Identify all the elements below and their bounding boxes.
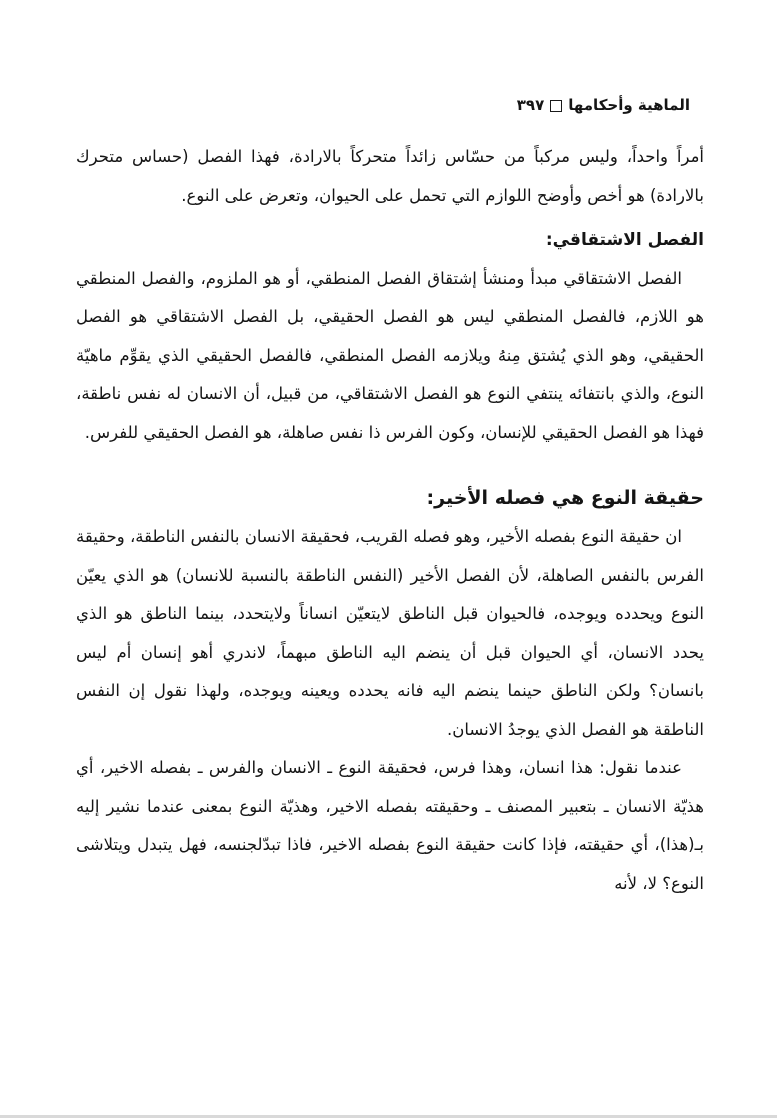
reality-of-species-paragraph: ان حقيقة النوع بفصله الأخير، وهو فصله القريب، فحقيقة الانسان بالنفس الناطقة، وحقيقة الفرس بالنفس الصاهلة، لأن الفصل الأخير (النفس الناطقة بالنسبة للانسان) هو الذي يعيّن النوع ويحدده ويوجده، فالحيوان قبل الناطق لايتعيّن انساناً ولايتحدد، بينما الناطق هو الذي يحدد الانسان، أي الحيوان قبل أن ينضم اليه الناطق مبهماً، لاندري أهو إنسان أم ليس بانسان؟ ولكن الناطق حينما ينضم اليه فانه يحدده ويعينه ويوجده، ولهذا نقول إن النفس الناطقة هو الفصل الذي يوجدُ الانسان. bbox=[76, 527, 704, 739]
running-header bbox=[470, 92, 690, 118]
opening-paragraph: أمراً واحداً، وليس مركباً من حسّاس زائداً متحركاً بالارادة، فهذا الفصل (حساس متحرك بالارادة) هو أخص وأوضح اللوازم التي تحمل على الحيوان، وتعرض على النوع. bbox=[76, 147, 704, 205]
page-number: ٣٩٧ bbox=[516, 96, 545, 114]
square-separator-icon bbox=[550, 100, 562, 112]
section-heading-derivative-differentia: الفصل الاشتقاقي: bbox=[545, 230, 704, 250]
section-heading-reality-of-species: حقيقة النوع هي فصله الأخير: bbox=[426, 487, 704, 509]
body-text bbox=[76, 138, 704, 903]
header-title: الماهية وأحكامها bbox=[568, 96, 690, 114]
derivative-differentia-paragraph: الفصل الاشتقاقي مبدأ ومنشأ إشتقاق الفصل المنطقي، أو هو الملزوم، والفصل المنطقي هو اللازم، فالفصل المنطقي ليس هو الفصل الحقيقي، بل الفصل الاشتقاقي هو الفصل الحقيقي، وهو الذي يُشتق مِنهُ ويلازمه الفصل المنطقي، فالفصل الحقيقي الذي يقوِّم ماهيّة النوع، والذي بانتفائه ينتفي النوع هو الفصل الاشتقاقي، من قبيل، أن الانسان له نفس ناطقة، فهذا هو الفصل الحقيقي للإنسان، وكون الفرس ذا نفس صاهلة، هو الفصل الحقيقي للفرس. bbox=[76, 268, 704, 442]
continuation-paragraph: عندما نقول: هذا انسان، وهذا فرس، فحقيقة النوع ـ الانسان والفرس ـ بفصله الاخير، أي هذيّة الانسان ـ بتعبير المصنف ـ وحقيقته بفصله الاخير، وهذيّة النوع بمعنى عندما نشير إليه بـ(هذا)، أي حقيقته، فإذا كانت حقيقة النوع بفصله الاخير، فاذا تبدّلجنسه، فهل يتبدل ويتلاشى النوع؟ لا، لأنه bbox=[76, 758, 704, 893]
